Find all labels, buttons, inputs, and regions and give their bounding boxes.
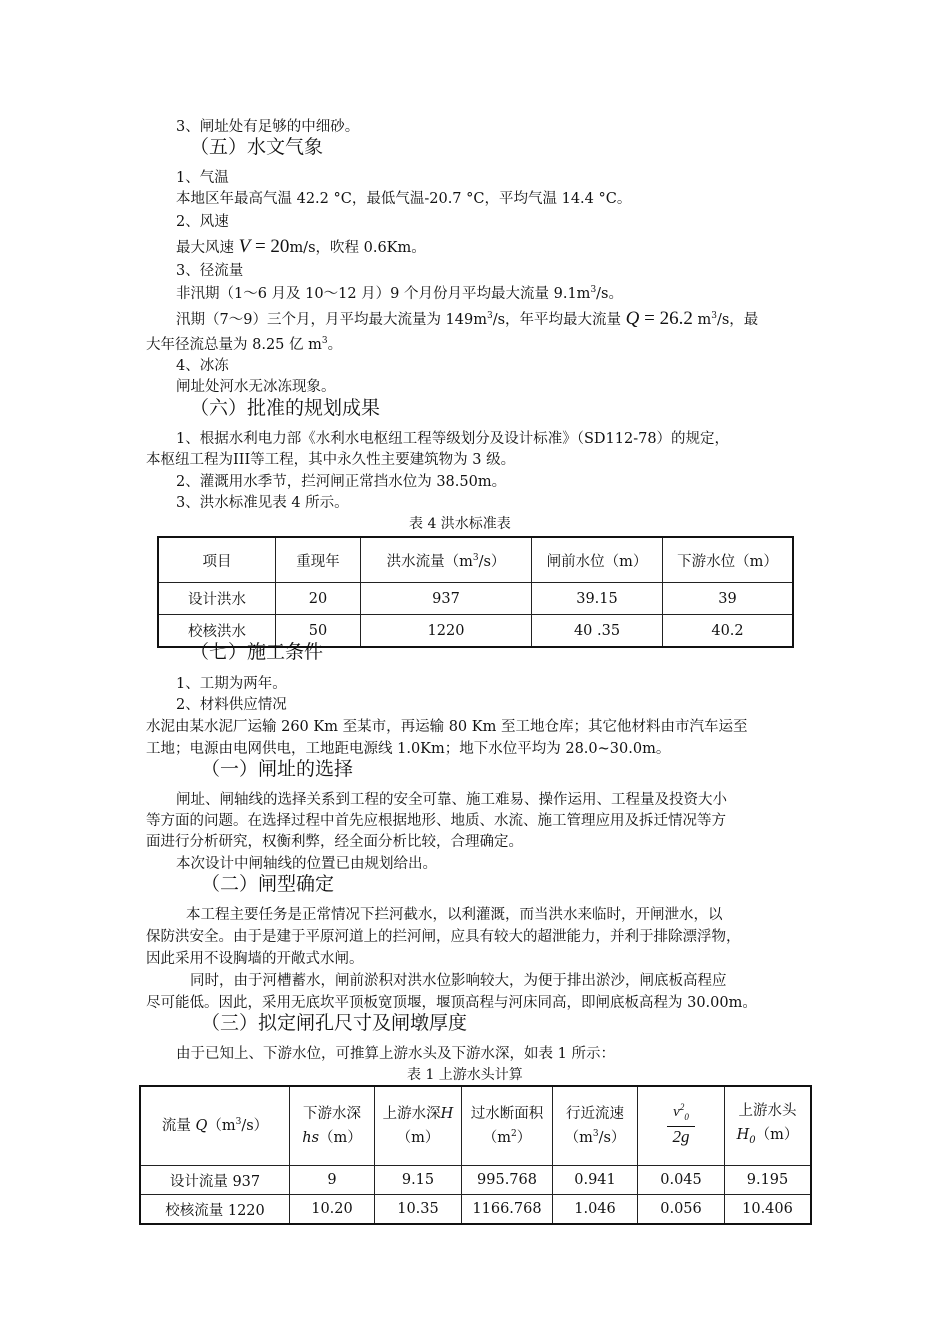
table-cell: 937 [361, 583, 532, 615]
table-cell: 10.406 [725, 1195, 812, 1225]
text-fragment: /s。 [596, 286, 623, 302]
table-cell: 39.15 [532, 583, 663, 615]
table-cell: 39 [663, 583, 794, 615]
table-cell: 0.056 [638, 1195, 725, 1225]
table-header-row [140, 1086, 811, 1166]
text-fragment: 大年径流总量为 8.25 亿 m [146, 337, 322, 353]
superscript: 3 [486, 311, 493, 322]
table-cell: 10.20 [290, 1195, 375, 1225]
text-fragment: 。 [327, 337, 343, 353]
header-text: （m） [319, 1130, 362, 1146]
text-line: 保防洪安全。由于是建于平原河道上的拦河闸，应具有较大的超泄能力，并利于排除漂浮物， [146, 929, 741, 945]
superscript: 3 [235, 1117, 242, 1128]
text-line: 水泥由某水泥厂运输 260 Km 至某市，再运输 80 Km 至工地仓库；其它他材料由市汽车运至 [146, 719, 748, 735]
table-row [140, 1166, 811, 1195]
table-cell: 设计流量 937 [140, 1166, 290, 1195]
text-line: 等方面的问题。在选择过程中首先应根据地形、地质、水流、施工管理应用及拆迁情况等方 [146, 813, 726, 829]
section-heading: （三）拟定闸孔尺寸及闸墩厚度 [201, 1012, 468, 1034]
text-fragment: m/s，吹程 0.6Km。 [289, 240, 426, 256]
table-cell: 9.195 [725, 1166, 812, 1195]
table-cell: 1166.768 [462, 1195, 553, 1225]
table-cell: 50 [276, 615, 361, 648]
text-line: 由于已知上、下游水位，可推算上游水头及下游水深，如表 1 所示： [176, 1046, 615, 1062]
text-fragment: 非汛期（1～6 月及 10～12 月）9 个月份月平均最大流量 9.1m [176, 286, 591, 302]
table-cell: 40.2 [663, 615, 794, 648]
section-heading: （六）批准的规划成果 [190, 397, 381, 419]
header-text: /s） [241, 1118, 269, 1134]
header-text: （m [207, 1118, 236, 1134]
superscript: 3 [590, 285, 597, 296]
velocity-head-fraction [667, 1103, 695, 1147]
text-fragment: m [697, 312, 712, 328]
math-symbol: Q [195, 1118, 208, 1134]
header-cell: 闸前水位（m） [532, 537, 663, 583]
math-symbol: hs [302, 1130, 320, 1146]
math-symbol: v [673, 1103, 680, 1120]
header-cell [140, 1086, 290, 1166]
section-heading: （五）水文气象 [190, 136, 324, 158]
table-cell: 40 .35 [532, 615, 663, 648]
header-cell [290, 1086, 375, 1166]
text-line [146, 335, 342, 355]
math-symbol: H [736, 1127, 750, 1144]
header-text: /s） [598, 1130, 626, 1146]
text-line: 本枢纽工程为III等工程，其中永久性主要建筑物为 3 级。 [146, 452, 516, 468]
upstream-head-table [139, 1085, 812, 1225]
table-cell: 校核洪水 [158, 615, 276, 648]
math-value: = 26.2 [639, 308, 693, 329]
table-row [140, 1195, 811, 1225]
section-heading: （二）闸型确定 [201, 873, 335, 895]
header-text: ） [516, 1130, 532, 1146]
text-line: 2、风速 [176, 214, 229, 230]
table-cell: 0.045 [638, 1166, 725, 1195]
header-cell [361, 537, 532, 583]
header-text: 洪水流量（m [386, 553, 473, 570]
header-text: 上游水头 [738, 1103, 797, 1120]
text-line: 同时，由于河槽蓄水，闸前淤积对洪水位影响较大，为便于排出淤沙，闸底板高程应 [190, 973, 727, 989]
text-fragment: 汛期（7～9）三个月，月平均最大流量为 149m [176, 312, 487, 328]
header-text: （m） [755, 1127, 799, 1144]
text-line: 3、洪水标准见表 4 所示。 [176, 495, 349, 511]
header-cell [638, 1086, 725, 1166]
header-cell: 下游水位（m） [663, 537, 794, 583]
text-line: 面进行分析研究，权衡利弊，经全面分析比较，合理确定。 [146, 834, 523, 850]
superscript: 3 [321, 336, 328, 347]
flood-standard-table [157, 536, 794, 648]
header-cell: 项目 [158, 537, 276, 583]
header-cell [553, 1086, 638, 1166]
superscript: 2 [679, 1101, 685, 1112]
table-cell: 1.046 [553, 1195, 638, 1225]
header-text: 行近流速 [566, 1106, 624, 1122]
subscript: 0 [749, 1134, 756, 1146]
header-text: （m） [396, 1130, 440, 1146]
header-text: 过水断面积 [470, 1106, 544, 1122]
table-row [158, 583, 793, 615]
table-cell: 1220 [361, 615, 532, 648]
table-cell: 校核流量 1220 [140, 1195, 290, 1225]
text-line: 2、灌溉用水季节，拦河闸正常挡水位为 38.50m。 [176, 474, 507, 490]
header-cell [725, 1086, 812, 1166]
superscript: 3 [711, 311, 717, 322]
text-line: 工地；电源由电网供电，工地距电源线 1.0Km；地下水位平均为 28.0~30.0m。 [146, 741, 671, 757]
text-line: 因此采用不设胸墙的开敞式水闸。 [146, 951, 364, 967]
text-line: 本次设计中闸轴线的位置已由规划给出。 [176, 856, 437, 872]
text-line [176, 284, 623, 304]
text-line: 尽可能低。因此，采用无底坎平顶板宽顶堰，堰顶高程与河床同高，即闸底板高程为 30.00m。 [146, 995, 757, 1011]
text-line: 本工程主要任务是正常情况下拦河截水，以利灌溉，而当洪水来临时，开闸泄水，以 [186, 907, 723, 923]
superscript: 3 [472, 552, 479, 563]
header-text: 下游水深 [303, 1106, 361, 1122]
section-heading: （一）闸址的选择 [201, 758, 354, 780]
table-cell: 20 [276, 583, 361, 615]
table-cell: 9 [290, 1166, 375, 1195]
header-cell: 重现年 [276, 537, 361, 583]
section-heading: （七）施工条件 [190, 641, 324, 663]
text-fragment: /s，年平均最大流量 [492, 312, 622, 328]
math-symbol: 2g [672, 1126, 690, 1146]
table-caption: 表 1 上游水头计算 [407, 1067, 523, 1083]
text-fragment: /s，最 [716, 312, 759, 328]
text-line: 2、材料供应情况 [176, 697, 287, 713]
text-line: 闸址处河水无冰冻现象。 [176, 379, 336, 395]
header-text: 流量 [161, 1118, 191, 1134]
text-line: 本地区年最高气温 42.2 °C，最低气温-20.7 °C，平均气温 14.4 °C。 [176, 191, 632, 207]
header-text: 上游水深 [382, 1106, 441, 1122]
text-line: 闸址、闸轴线的选择关系到工程的安全可靠、施工难易、操作运用、工程量及投资大小 [176, 792, 727, 808]
text-line: 3、径流量 [176, 263, 244, 279]
text-line [176, 309, 758, 330]
subscript: 0 [684, 1111, 689, 1122]
table-caption: 表 4 洪水标准表 [409, 516, 511, 532]
text-line: 1、根据水利电力部《水利水电枢纽工程等级划分及设计标准》（SD112-78）的规定， [176, 431, 730, 447]
math-symbol: Q [625, 308, 640, 329]
text-line [176, 237, 426, 258]
table-cell: 9.15 [375, 1166, 462, 1195]
table-cell: 10.35 [375, 1195, 462, 1225]
text-line: 1、工期为两年。 [176, 676, 287, 692]
table-cell: 0.941 [553, 1166, 638, 1195]
text-line: 1、气温 [176, 170, 229, 186]
math-symbol: V [238, 236, 251, 257]
text-line: 3、闸址处有足够的中细砂。 [176, 119, 360, 135]
superscript: 2 [511, 1129, 517, 1140]
header-text: /s） [478, 553, 506, 570]
math-value: = 20 [250, 236, 290, 257]
table-cell: 设计洪水 [158, 583, 276, 615]
table-header-row [158, 537, 793, 583]
math-symbol: H [440, 1106, 454, 1122]
header-text: （m [482, 1130, 511, 1146]
header-text: （m [564, 1130, 593, 1146]
text-line: 4、冰冻 [176, 358, 229, 374]
header-cell [462, 1086, 553, 1166]
text-fragment: 最大风速 [176, 240, 234, 256]
header-cell [375, 1086, 462, 1166]
superscript: 3 [592, 1129, 599, 1140]
table-cell: 995.768 [462, 1166, 553, 1195]
